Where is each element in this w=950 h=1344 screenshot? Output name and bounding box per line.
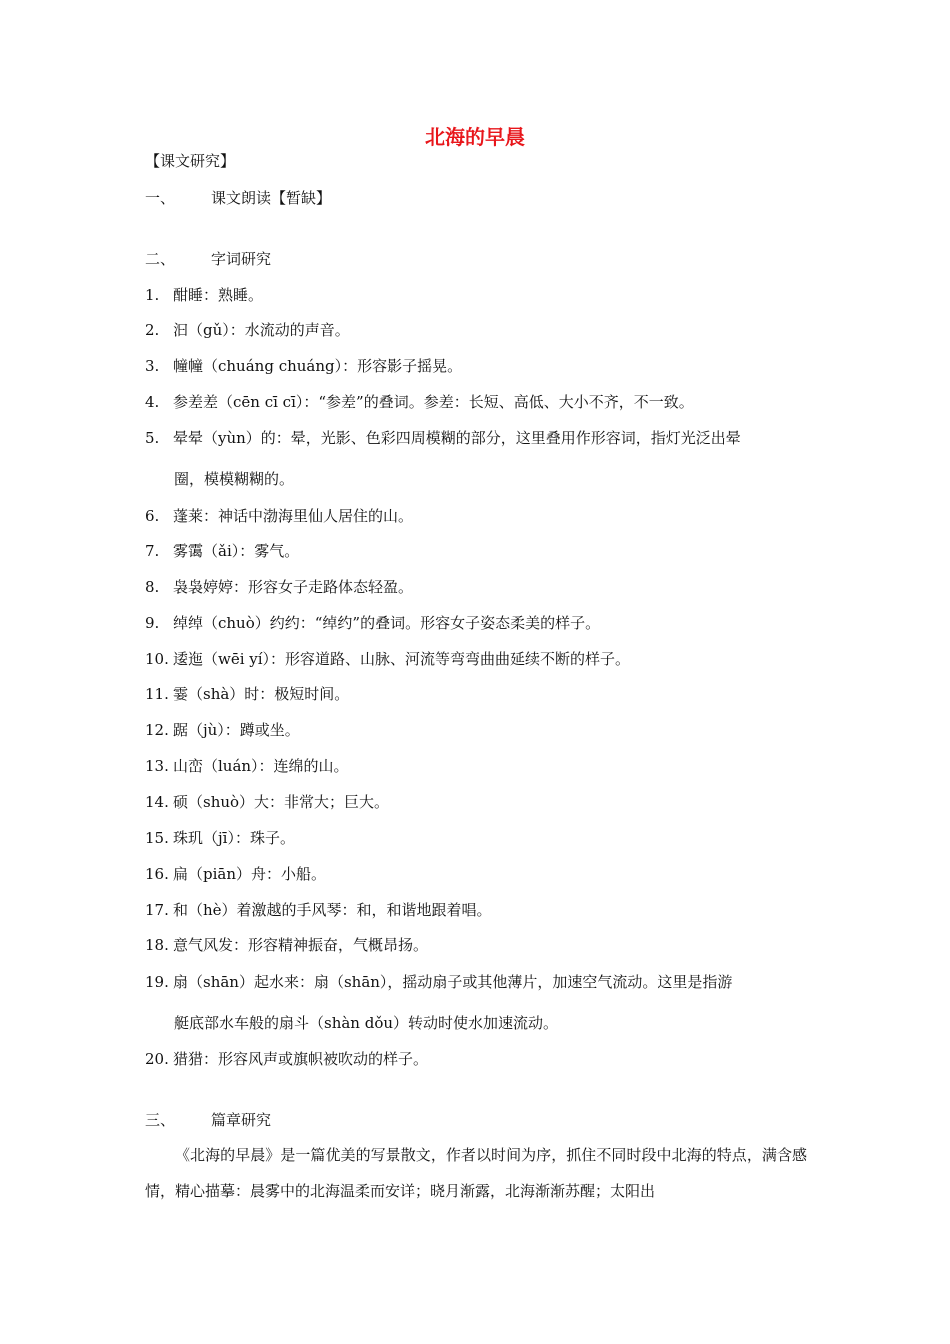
vocab-item — [145, 756, 349, 776]
vocab-item — [145, 285, 263, 305]
item-number: 17. — [145, 901, 169, 919]
item-number: 13. — [145, 757, 169, 775]
item-number: 8. — [145, 578, 160, 596]
item-number: 7. — [145, 542, 160, 560]
vocab-item — [145, 506, 413, 526]
section-label: 篇章研究 — [211, 1111, 272, 1129]
section-number: 一、 — [145, 189, 176, 207]
vocab-item — [145, 935, 428, 955]
item-number: 20. — [145, 1050, 169, 1068]
item-text: 和（hè）着激越的手风琴：和，和谐地跟着唱。 — [173, 901, 492, 919]
vocab-item — [145, 972, 732, 992]
vocab-item — [145, 392, 694, 412]
item-text: 汩（gǔ）：水流动的声音。 — [173, 321, 350, 339]
item-text: 霎（shà）时：极短时间。 — [173, 685, 350, 703]
item-number: 3. — [145, 357, 160, 375]
vocab-item — [145, 828, 295, 848]
item-text: 雾霭（ǎi）：雾气。 — [173, 542, 300, 560]
vocab-item — [145, 613, 600, 633]
item-number: 18. — [145, 936, 169, 954]
item-text: 珠玑（jī）：珠子。 — [173, 829, 295, 847]
item-text: 蓬莱：神话中渤海里仙人居住的山。 — [173, 507, 414, 525]
body-paragraph: 《北海的早晨》是一篇优美的写景散文，作者以时间为序，抓住不同时段中北海的特点，满含感情，精心描摹：晨雾中的北海温柔而安详；晓月渐露，北海渐渐苏醒；太阳出 — [145, 1146, 807, 1200]
section-label: 字词研究 — [211, 250, 272, 268]
document-title: 北海的早晨 — [425, 125, 525, 149]
section-number: 三、 — [145, 1111, 176, 1129]
vocab-item — [145, 684, 349, 704]
item-text: 踞（jù）：蹲或坐。 — [173, 721, 300, 739]
item-text: 猎猎：形容风声或旗帜被吹动的样子。 — [173, 1050, 429, 1068]
item-number: 10. — [145, 650, 169, 668]
vocab-item-continuation: 艇底部水车般的扇斗（shàn dǒu）转动时使水加速流动。 — [174, 1014, 559, 1032]
vocab-item — [145, 356, 462, 376]
item-text: 扇（shān）起水来：扇（shān），摇动扇子或其他薄片，加速空气流动。这里是指游 — [173, 973, 733, 991]
item-number: 4. — [145, 393, 160, 411]
item-number: 5. — [145, 429, 160, 447]
item-number: 19. — [145, 973, 169, 991]
vocab-item — [145, 792, 389, 812]
item-number: 16. — [145, 865, 169, 883]
vocab-item — [145, 1049, 428, 1069]
section-label: 课文朗读【暂缺】 — [211, 189, 332, 207]
item-text: 扁（piān）舟：小船。 — [173, 865, 327, 883]
vocab-item — [145, 541, 299, 561]
vocab-item — [145, 864, 326, 884]
vocab-item — [145, 720, 300, 740]
item-number: 15. — [145, 829, 169, 847]
item-text: 山峦（luán）：连绵的山。 — [173, 757, 349, 775]
item-text: 逶迤（wēi yí）：形容道路、山脉、河流等弯弯曲曲延续不断的样子。 — [173, 650, 631, 668]
item-number: 2. — [145, 321, 160, 339]
vocab-item — [145, 649, 630, 669]
item-text: 绰绰（chuò）约约：“绰约”的叠词。形容女子姿态柔美的样子。 — [173, 614, 601, 632]
vocab-item — [145, 577, 413, 597]
item-text: 袅袅婷婷：形容女子走路体态轻盈。 — [173, 578, 414, 596]
vocab-item — [145, 320, 350, 340]
section-number: 二、 — [145, 250, 176, 268]
vocab-item — [145, 428, 741, 448]
section-heading-1 — [145, 188, 331, 208]
vocab-item — [145, 900, 492, 920]
item-number: 11. — [145, 685, 169, 703]
section-header: 【课文研究】 — [145, 152, 236, 170]
section-heading-3 — [145, 1110, 271, 1130]
item-text: 幢幢（chuáng chuáng）：形容影子摇晃。 — [173, 357, 463, 375]
item-number: 14. — [145, 793, 169, 811]
item-number: 9. — [145, 614, 160, 632]
item-text: 硕（shuò）大：非常大；巨大。 — [173, 793, 390, 811]
item-text: 参差差（cēn cī cī）：“参差”的叠词。参差：长短、高低、大小不齐，不一致。 — [173, 393, 694, 411]
section-heading-2 — [145, 249, 271, 269]
item-number: 1. — [145, 286, 160, 304]
item-number: 6. — [145, 507, 160, 525]
item-text: 晕晕（yùn）的：晕，光影、色彩四周模糊的部分，这里叠用作形容词，指灯光泛出晕 — [173, 429, 741, 447]
item-number: 12. — [145, 721, 169, 739]
vocab-item-continuation: 圈，模模糊糊的。 — [174, 470, 295, 488]
item-text: 酣睡：熟睡。 — [173, 286, 264, 304]
item-text: 意气风发：形容精神振奋，气概昂扬。 — [173, 936, 429, 954]
